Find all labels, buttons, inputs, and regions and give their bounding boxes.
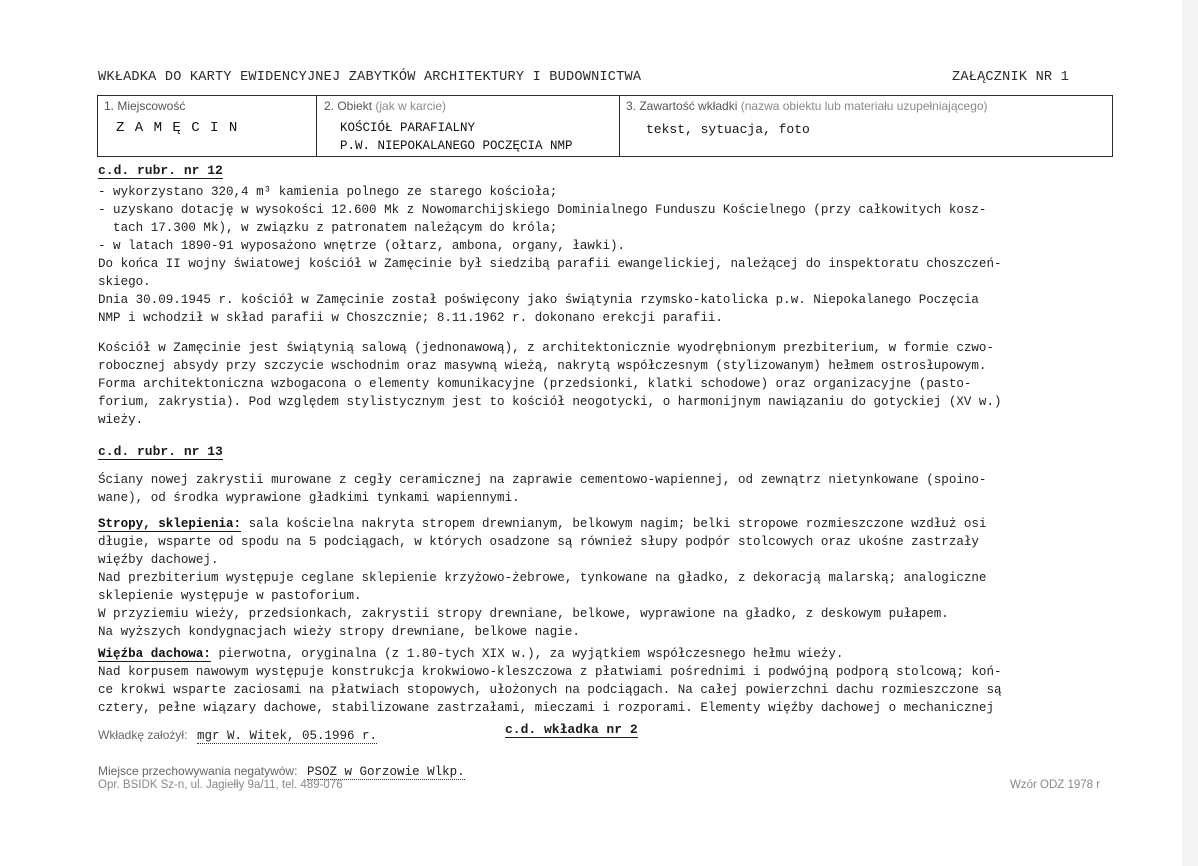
text-line: długie, wsparte od spodu na 5 podciągach, w których osadzone są również słupy podpór stolcowych oraz ukośne zastrzały — [98, 535, 979, 549]
section-13-roof — [98, 645, 1120, 717]
text-line: Dnia 30.09.1945 r. kościół w Zamęcinie został poświęcony jako świątynia rzymsko-katolicka p.w. Niepokalanego Poczęcia — [98, 293, 979, 307]
field-divider — [316, 96, 317, 156]
object-label-group — [324, 99, 446, 113]
text-line: sklepienie występuje w pastoforium. — [98, 589, 362, 603]
text-line: cztery, pełne wiązary dachowe, stabilizowane zastrzałami, mieczami i rozporami. Elementy więźby dachowej o mechanicznej — [98, 701, 994, 715]
object-name-line2: P.W. NIEPOKALANEGO POCZĘCIA NMP — [340, 139, 573, 153]
text-line — [98, 515, 1120, 533]
header-fields-box — [97, 95, 1113, 157]
place-label: 1. Miejscowość — [104, 99, 186, 113]
section-12-description — [98, 339, 1120, 429]
section-13-ceilings — [98, 515, 1120, 641]
text-line — [98, 645, 1120, 663]
content-value: tekst, sytuacja, foto — [646, 122, 810, 137]
text-line: W przyziemiu wieży, przedsionkach, zakrystii stropy drewniane, belkowe, wyprawione na gładko, z deskowym pułapem. — [98, 607, 949, 621]
text-line: skiego. — [98, 275, 151, 289]
content-hint: (nazwa obiektu lub materiału uzupełniającego) — [740, 99, 988, 113]
roof-first-line: pierwotna, oryginalna (z 1.80-tych XIX w.), za wyjątkiem współczesnego hełmu wieży. — [210, 647, 844, 661]
object-hint: (jak w karcie) — [375, 99, 447, 113]
text-line: tach 17.300 Mk), w związku z patronatem należącym do króla; — [98, 221, 558, 235]
author-value: mgr W. Witek, 05.1996 r. — [196, 729, 378, 743]
place-value: Z A M Ę C I N — [116, 120, 239, 136]
storage-value: PSOZ w Gorzowie Wlkp. — [307, 765, 465, 779]
text-line: - wykorzystano 320,4 m³ kamienia polnego ze starego kościoła; — [98, 185, 558, 199]
text-line: Kościół w Zamęcinie jest świątynią salową (jednonawową), z architektonicznie wyodrębnionym prezbiterium, w formie czwo- — [98, 341, 994, 355]
text-line: NMP i wchodził w skład parafii w Choszcznie; 8.11.1962 r. dokonano erekcji parafii. — [98, 311, 723, 325]
text-line: - w latach 1890-91 wyposażono wnętrze (ołtarz, ambona, organy, ławki). — [98, 239, 626, 253]
text-line: robocznej absydy przy szczycie wschodnim oraz masywną wieżą, nakrytą współczesnym (stylizowanym) hełmem ostrosłupowym. — [98, 359, 987, 373]
text-line: wieży. — [98, 413, 144, 427]
text-line: - uzyskano dotację w wysokości 12.600 Mk z Nowomarchijskiego Dominialnego Funduszu Kościelnego (przy całkowitych kosz- — [98, 203, 987, 217]
text-line: ce krokwi wsparte zaciosami na płatwiach stopowych, ułożonych na podciągach. Na całej powierzchni dachu rozmieszczone są — [98, 683, 1002, 697]
section-13-heading: c.d. rubr. nr 13 — [98, 444, 223, 459]
object-label: 2. Obiekt — [324, 99, 373, 113]
content-label: 3. Zawartość wkładki — [626, 99, 738, 113]
text-line: Nad korpusem nawowym występuje konstrukcja krokwiowo-kleszczowa z płatwiami pośrednimi i podwójną podporą stolcową; koń- — [98, 665, 1002, 679]
form-reference: Wzór ODZ 1978 r — [1010, 779, 1101, 791]
author-row — [98, 726, 377, 744]
content-label-group — [626, 99, 988, 113]
storage-label: Miejsce przechowywania negatywów: — [98, 764, 298, 778]
object-name-line1: KOŚCIÓŁ PARAFIALNY — [340, 121, 476, 135]
ceilings-first-line: sala kościelna nakryta stropem drewnianym, belkowym nagim; belki stropowe rozmieszczone wzdłuż osi — [241, 517, 987, 531]
section-12-heading: c.d. rubr. nr 12 — [98, 163, 223, 178]
text-line: forium, zakrystia). Pod względem stylistycznym jest to kościół neogotycki, o harmonijnym nawiązaniu do gotyckiej (XV w.) — [98, 395, 1002, 409]
text-line: Do końca II wojny światowej kościół w Zamęcinie był siedzibą parafii ewangelickiej, należącej do inspektoratu choszczeń- — [98, 257, 1002, 271]
roof-lead: Więźba dachowa: — [98, 647, 211, 661]
text-line: Ściany nowej zakrystii murowane z cegły ceramicznej na zaprawie cementowo-wapiennej, od zewnątrz nietynkowane (spoino- — [98, 473, 987, 487]
text-line: Na wyższych kondygnacjach wieży stropy drewniane, belkowe nagie. — [98, 625, 580, 639]
text-line: więźby dachowej. — [98, 553, 219, 567]
text-line: Forma architektoniczna wzbogacona o elementy komunikacyjne (przedsionki, klatki schodowe) oraz organizacyjne (pasto- — [98, 377, 972, 391]
section-12-body — [98, 183, 1120, 327]
section-13-walls — [98, 471, 1120, 507]
field-divider — [619, 96, 620, 156]
text-line: wane), od środka wyprawione gładkimi tynkami wapiennymi. — [98, 491, 520, 505]
attachment-number: ZAŁĄCZNIK NR 1 — [952, 70, 1070, 85]
scan-edge — [1182, 0, 1198, 866]
ceilings-lead: Stropy, sklepienia: — [98, 517, 242, 531]
storage-row — [98, 762, 465, 780]
printer-info: Opr. BSIDK Sz-n, ul. Jagiełły 9a/11, tel. 489-076 — [98, 779, 343, 791]
author-label: Wkładkę założył: — [98, 728, 188, 742]
continuation-note: c.d. wkładka nr 2 — [505, 722, 638, 737]
form-title: WKŁADKA DO KARTY EWIDENCYJNEJ ZABYTKÓW ARCHITEKTURY I BUDOWNICTWA — [98, 70, 642, 85]
text-line: Nad prezbiterium występuje ceglane sklepienie krzyżowo-żebrowe, tynkowane na gładko, z dekoracją malarską; analogiczne — [98, 571, 987, 585]
